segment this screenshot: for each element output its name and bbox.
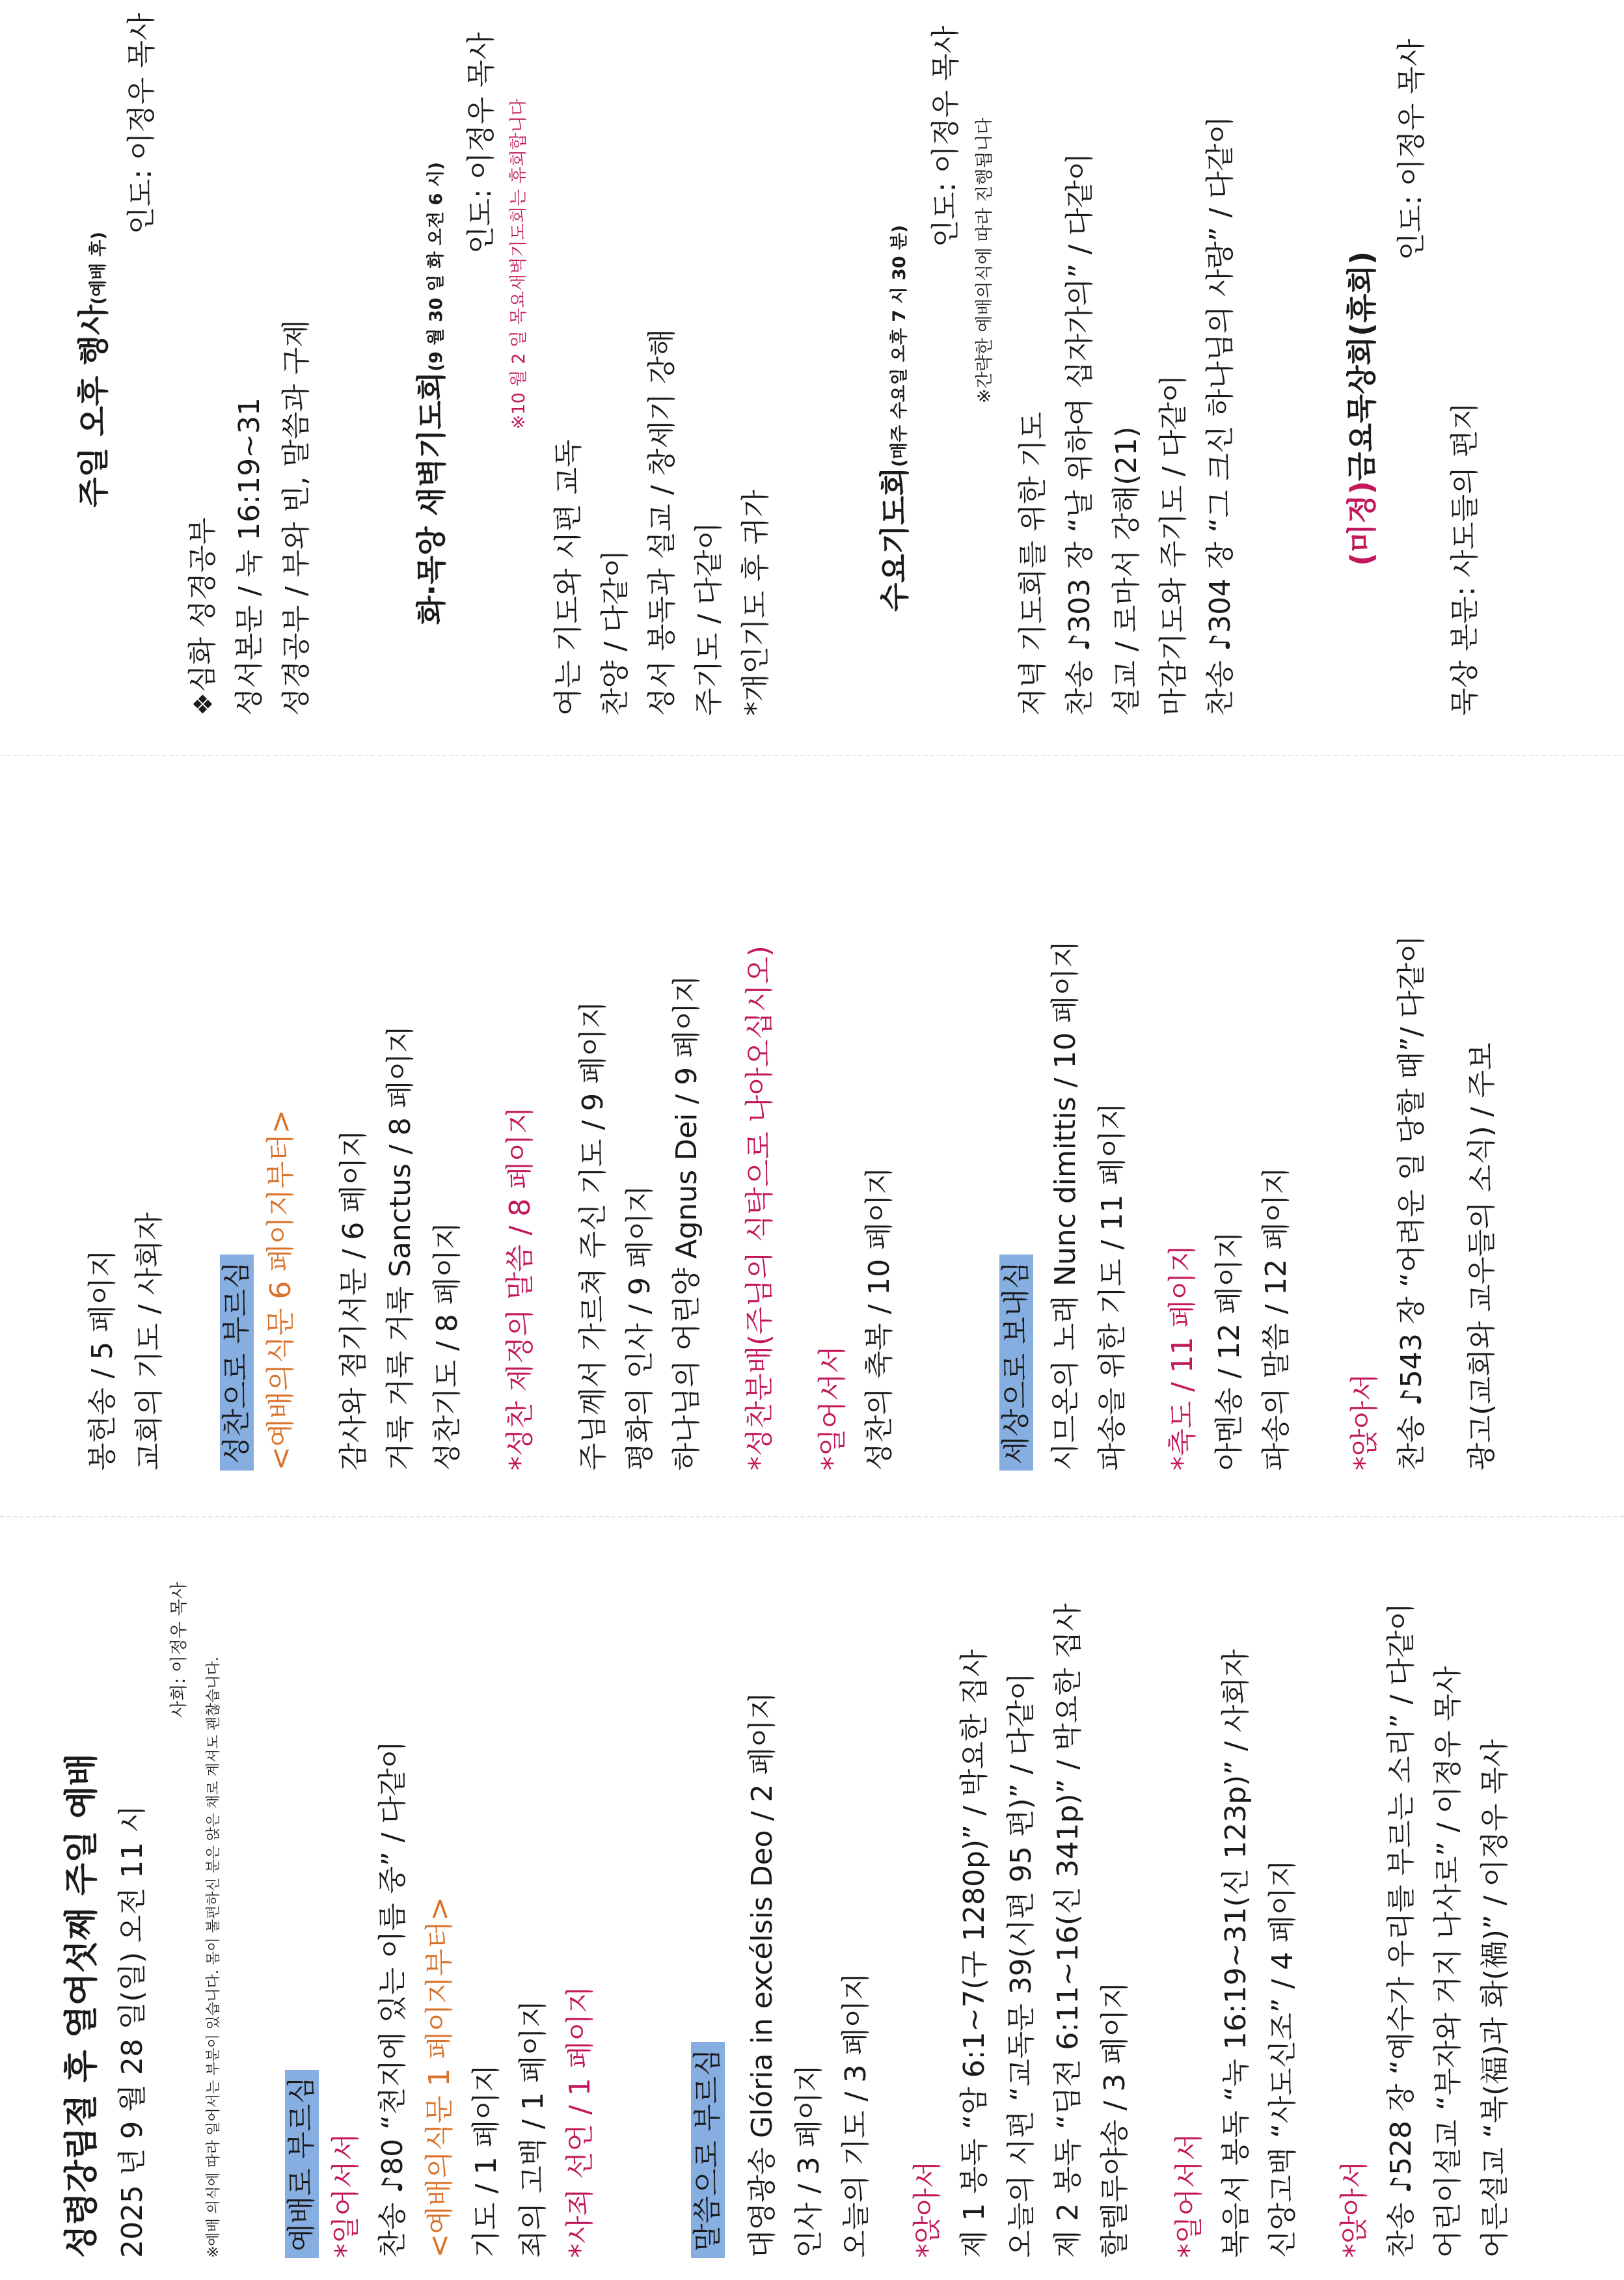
fold-line-top	[0, 755, 1624, 756]
diamond-icon: ❖	[189, 692, 219, 716]
fold-line-bottom	[0, 1516, 1624, 1517]
